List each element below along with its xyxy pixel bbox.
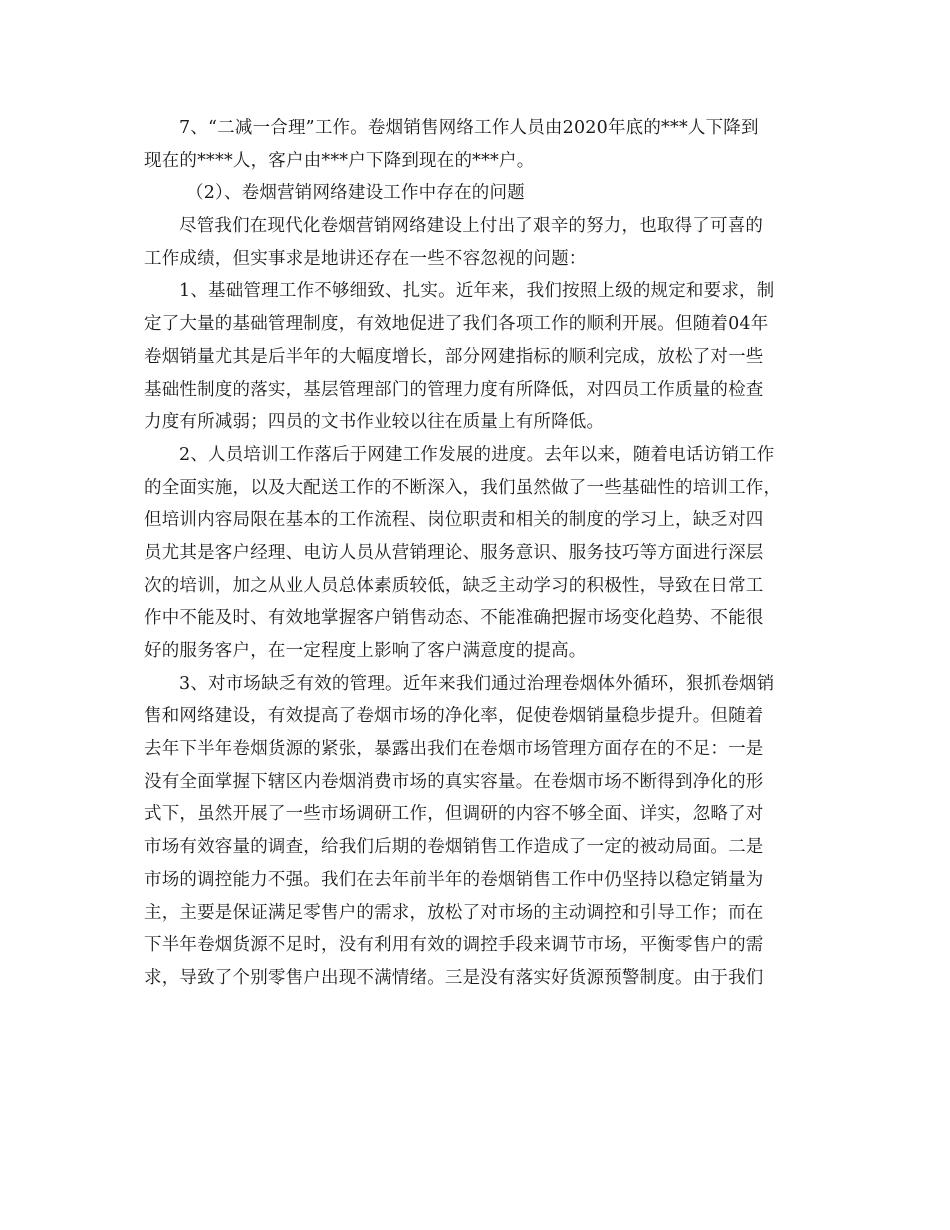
section-heading bbox=[144, 177, 808, 210]
text-line: 市场有效容量的调查，给我们后期的卷烟销售工作造成了一定的被动局面。二是 bbox=[144, 837, 764, 858]
text-line: 7、“二减一合理”工作。卷烟销售网络工作人员由2020年底的***人下降到 bbox=[179, 118, 759, 138]
paragraph-issue-2 bbox=[144, 439, 808, 668]
text-line: 员尤其是客户经理、电访人员从营销理论、服务意识、服务技巧等方面进行深层 bbox=[144, 542, 764, 563]
text-line: 式下，虽然开展了一些市场调研工作，但调研的内容不够全面、详实，忽略了对 bbox=[144, 804, 764, 825]
text-line: 次的培训，加之从业人员总体素质较低，缺乏主动学习的积极性，导致在日常工 bbox=[144, 575, 764, 596]
text-line: 没有全面掌握下辖区内卷烟消费市场的真实容量。在卷烟市场不断得到净化的形 bbox=[144, 771, 764, 792]
text-line: 卷烟销量尤其是后半年的大幅度增长，部分网建指标的顺利完成，放松了对一些 bbox=[144, 346, 764, 367]
text-line: 售和网络建设，有效提高了卷烟市场的净化率，促使卷烟销量稳步提升。但随着 bbox=[144, 706, 764, 727]
paragraph-issue-3 bbox=[144, 668, 808, 995]
text-line: 力度有所减弱；四员的文书作业较以往在质量上有所降低。 bbox=[144, 412, 605, 433]
text-line: 基础性制度的落实，基层管理部门的管理力度有所降低，对四员工作质量的检查 bbox=[144, 379, 764, 400]
section-heading-text: （2）、卷烟营销网络建设工作中存在的问题 bbox=[186, 183, 525, 204]
text-line: 作中不能及时、有效地掌握客户销售动态、不能准确把握市场变化趋势、不能很 bbox=[144, 608, 764, 629]
paragraph-intro bbox=[144, 210, 808, 275]
text-line: 主，主要是保证满足零售户的需求，放松了对市场的主动调控和引导工作；而在 bbox=[144, 902, 764, 923]
text-line: 现在的****人，客户由***户下降到现在的***户。 bbox=[144, 150, 535, 171]
text-line: 的全面实施，以及大配送工作的不断深入，我们虽然做了一些基础性的培训工作， bbox=[144, 477, 782, 498]
text-line: 定了大量的基础管理制度，有效地促进了我们各项工作的顺利开展。但随着04年 bbox=[144, 314, 769, 335]
text-line: 2、人员培训工作落后于网建工作发展的进度。去年以来，随着电话访销工作 bbox=[179, 444, 775, 465]
text-line: 好的服务客户，在一定程度上影响了客户满意度的提高。 bbox=[144, 641, 587, 661]
text-line: 求，导致了个别零售户出现不满情绪。三是没有落实好货源预警制度。由于我们 bbox=[144, 967, 764, 988]
paragraph-item-7 bbox=[144, 112, 808, 177]
text-line: 尽管我们在现代化卷烟营销网络建设上付出了艰辛的努力，也取得了可喜的 bbox=[179, 216, 764, 237]
text-line: 1、基础管理工作不够细致、扎实。近年来，我们按照上级的规定和要求，制 bbox=[179, 281, 775, 302]
text-line: 3、对市场缺乏有效的管理。近年来我们通过治理卷烟体外循环，狠抓卷烟销 bbox=[179, 673, 775, 694]
text-line: 市场的调控能力不强。我们在去年前半年的卷烟销售工作中仍坚持以稳定销量为 bbox=[144, 869, 764, 890]
paragraph-issue-1 bbox=[144, 275, 808, 438]
document-body bbox=[144, 112, 808, 995]
text-line: 去年下半年卷烟货源的紧张，暴露出我们在卷烟市场管理方面存在的不足：一是 bbox=[144, 739, 764, 760]
text-line: 下半年卷烟货源不足时，没有利用有效的调控手段来调节市场，平衡零售户的需 bbox=[144, 935, 764, 956]
text-line: 但培训内容局限在基本的工作流程、岗位职责和相关的制度的学习上，缺乏对四 bbox=[144, 510, 764, 531]
text-line: 工作成绩，但实事求是地讲还存在一些不容忽视的问题： bbox=[144, 248, 587, 269]
